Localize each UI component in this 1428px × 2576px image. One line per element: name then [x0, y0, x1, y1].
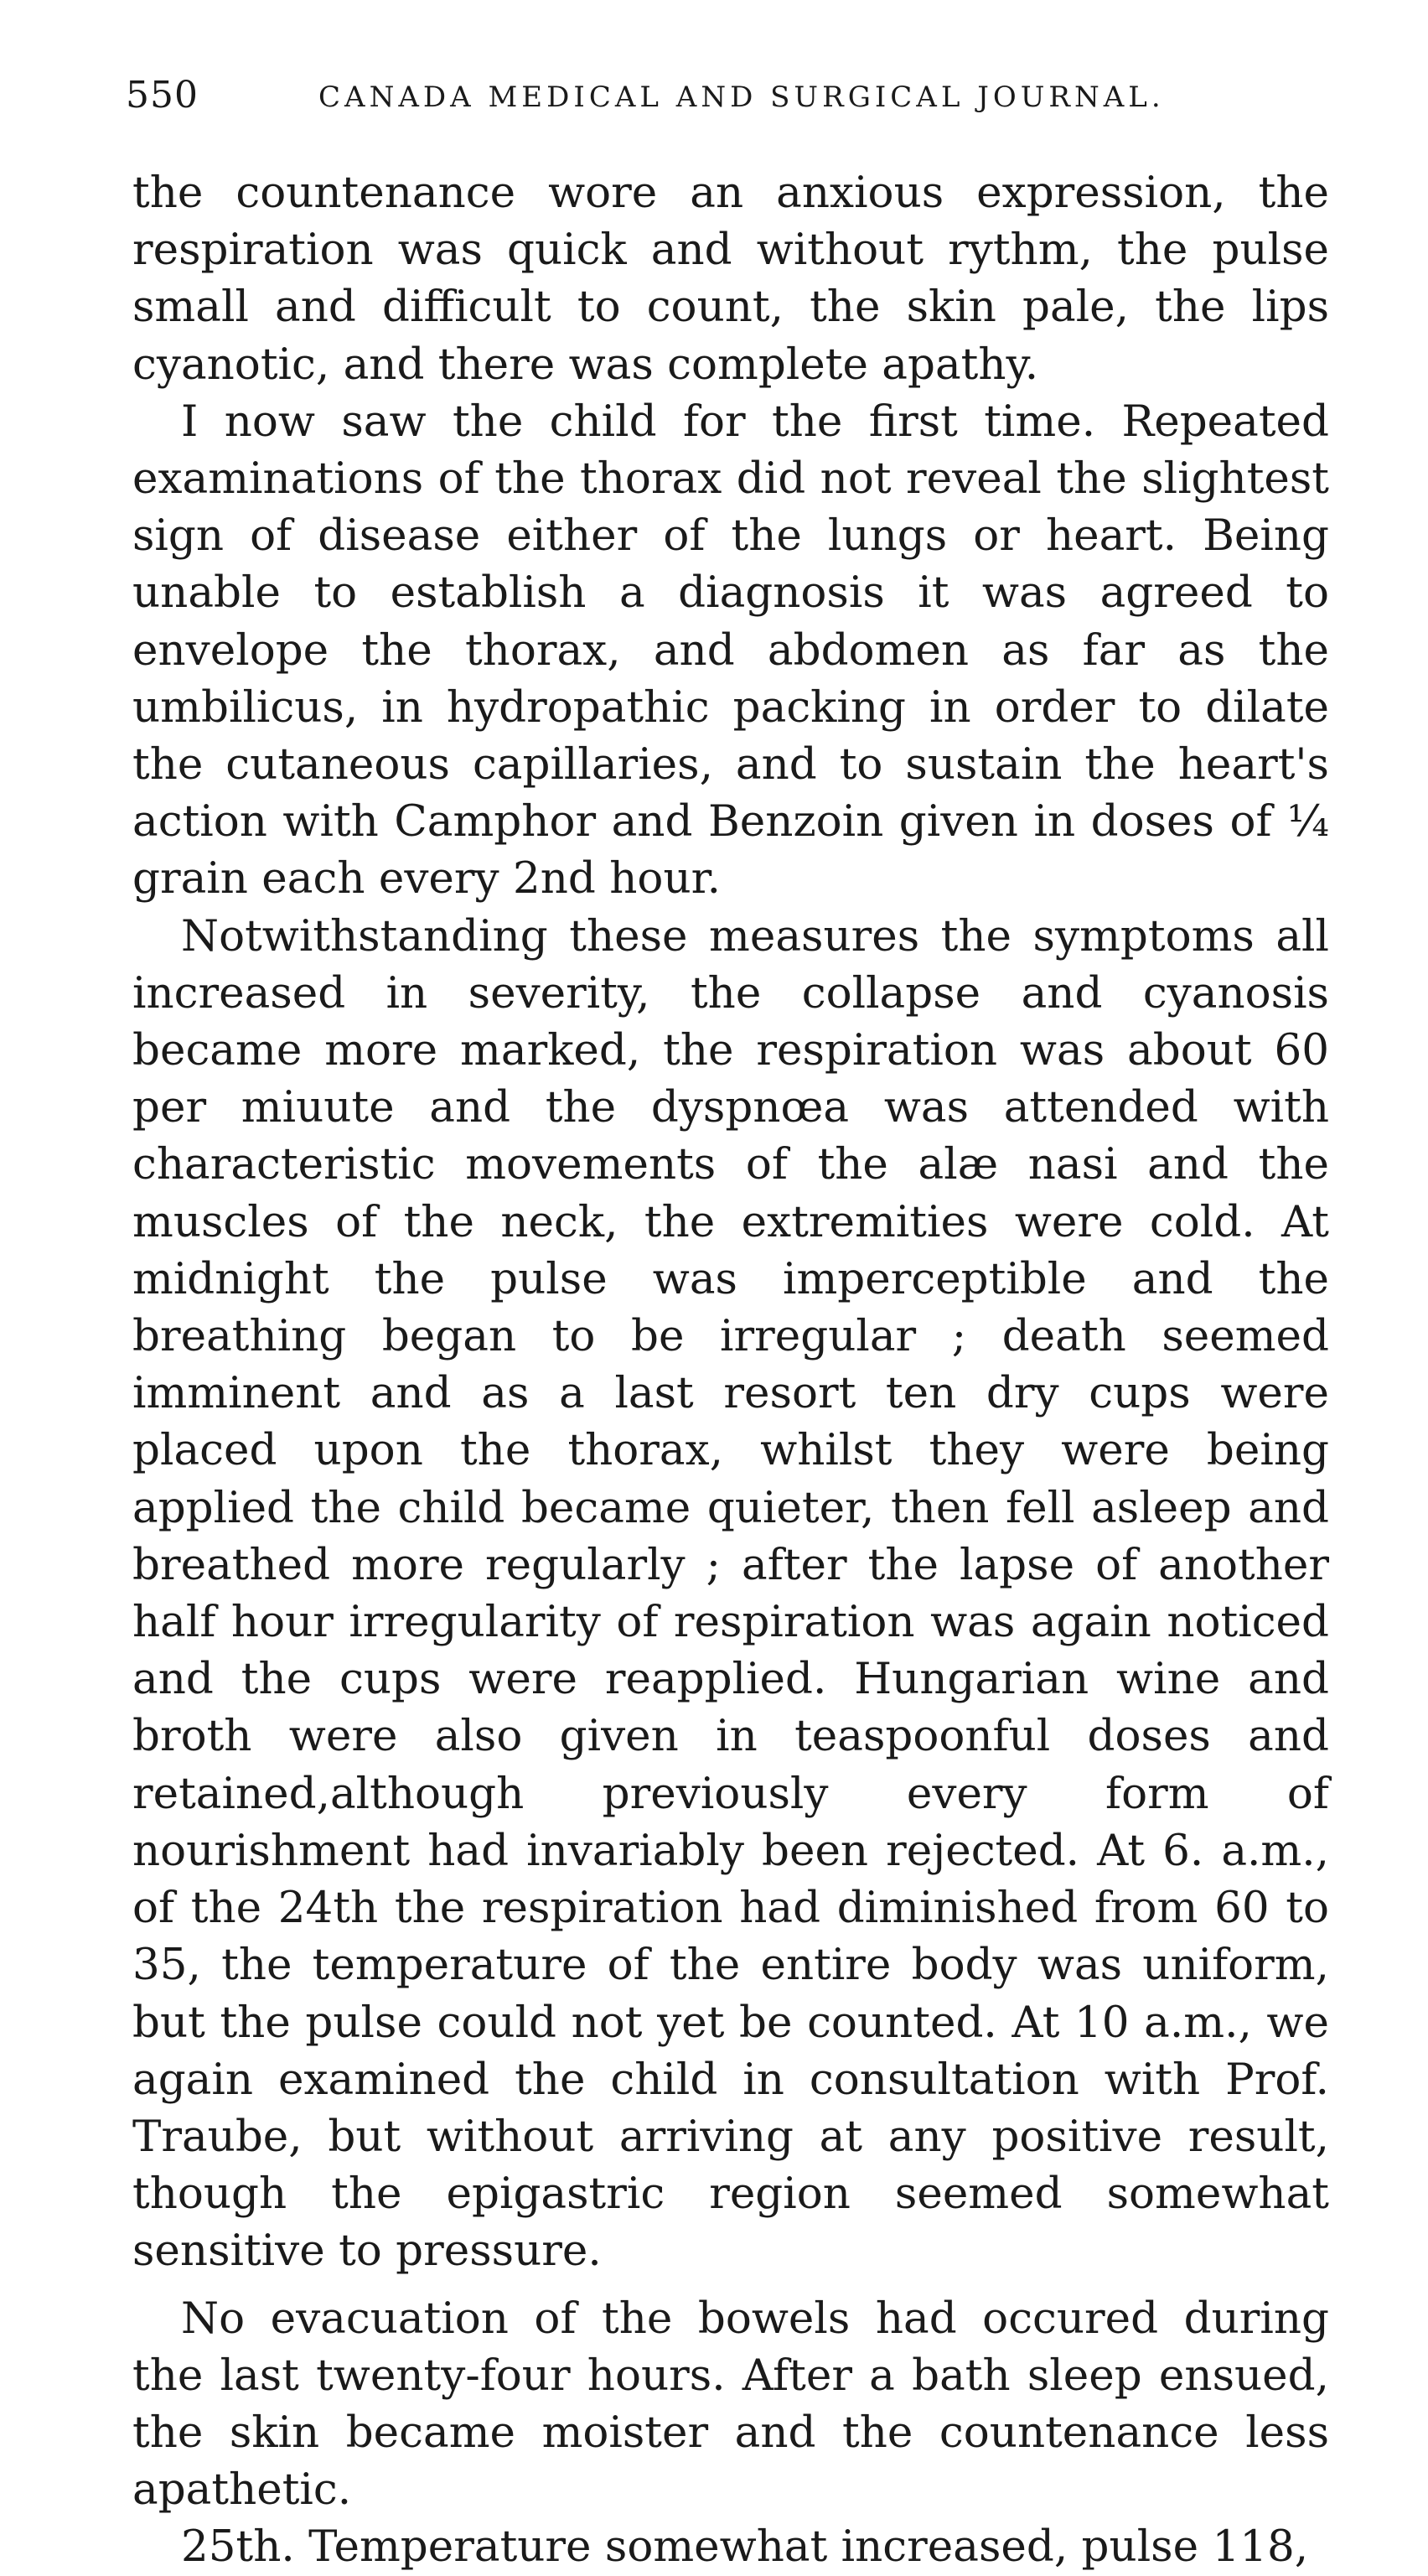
paragraph: No evacuation of the bowels had occured during the last twenty-four hours. After a bath sleep ensued, the skin became moister and the countenance less apathetic. — [132, 2293, 1329, 2516]
running-head — [126, 74, 1324, 124]
paragraph-continued: the countenance wore an anxious expression, the respiration was quick and without rythm, the pulse small and difficult to count, the skin pale, the lips cyanotic, and there was complete apathy. — [132, 168, 1329, 390]
paragraph: Notwithstanding these measures the symptoms all increased in severity, the collapse and cyanosis became more marked, the respiration was about 60 per miuute and the dyspnœa was attended with characteristic movements of the alæ nasi and the muscles of the neck, the extremities were cold. At midnight the pulse was imperceptible and the breathing began to be irregular ; death seemed imminent and as a last resort ten dry cups were placed upon the thorax, whilst they were being applied the child became quieter, then fell asleep and breathed more regularly ; after the lapse of another half hour irregularity of respiration was again noticed and the cups were reapplied. Hungarian wine and broth were also given in teaspoonful doses and retained,although previously every form of nourishment had invariably been rejected. At 6. a.m., of the 24th the respiration had diminished from 60 to 35, the temperature of the entire body was uniform, but the pulse could not yet be counted. At 10 a.m., we again examined the child in consultation with Prof. Traube, but without arriving at any positive result, though the epigastric region seemed somewhat sensitive to pressure. — [132, 910, 1329, 2277]
article-body — [132, 164, 1329, 2576]
paragraph: 25th. Temperature somewhat increased, pulse 118, — [181, 2522, 1309, 2573]
paragraph: I now saw the child for the first time. Repeated examinations of the thorax did not reveal the slightest sign of disease either of the lungs or heart. Being unable to establish a diagnosis it was agreed to envelope the thorax, and abdomen as far as the umbilicus, in hydropathic packing in order to dilate the cutaneous capillaries, and to sustain the heart's action with Camphor and Benzoin given in doses of ¼ grain each every 2nd hour. — [132, 396, 1329, 904]
journal-title: CANADA MEDICAL AND SURGICAL JOURNAL. — [318, 80, 1165, 114]
page-number: 550 — [126, 74, 199, 117]
